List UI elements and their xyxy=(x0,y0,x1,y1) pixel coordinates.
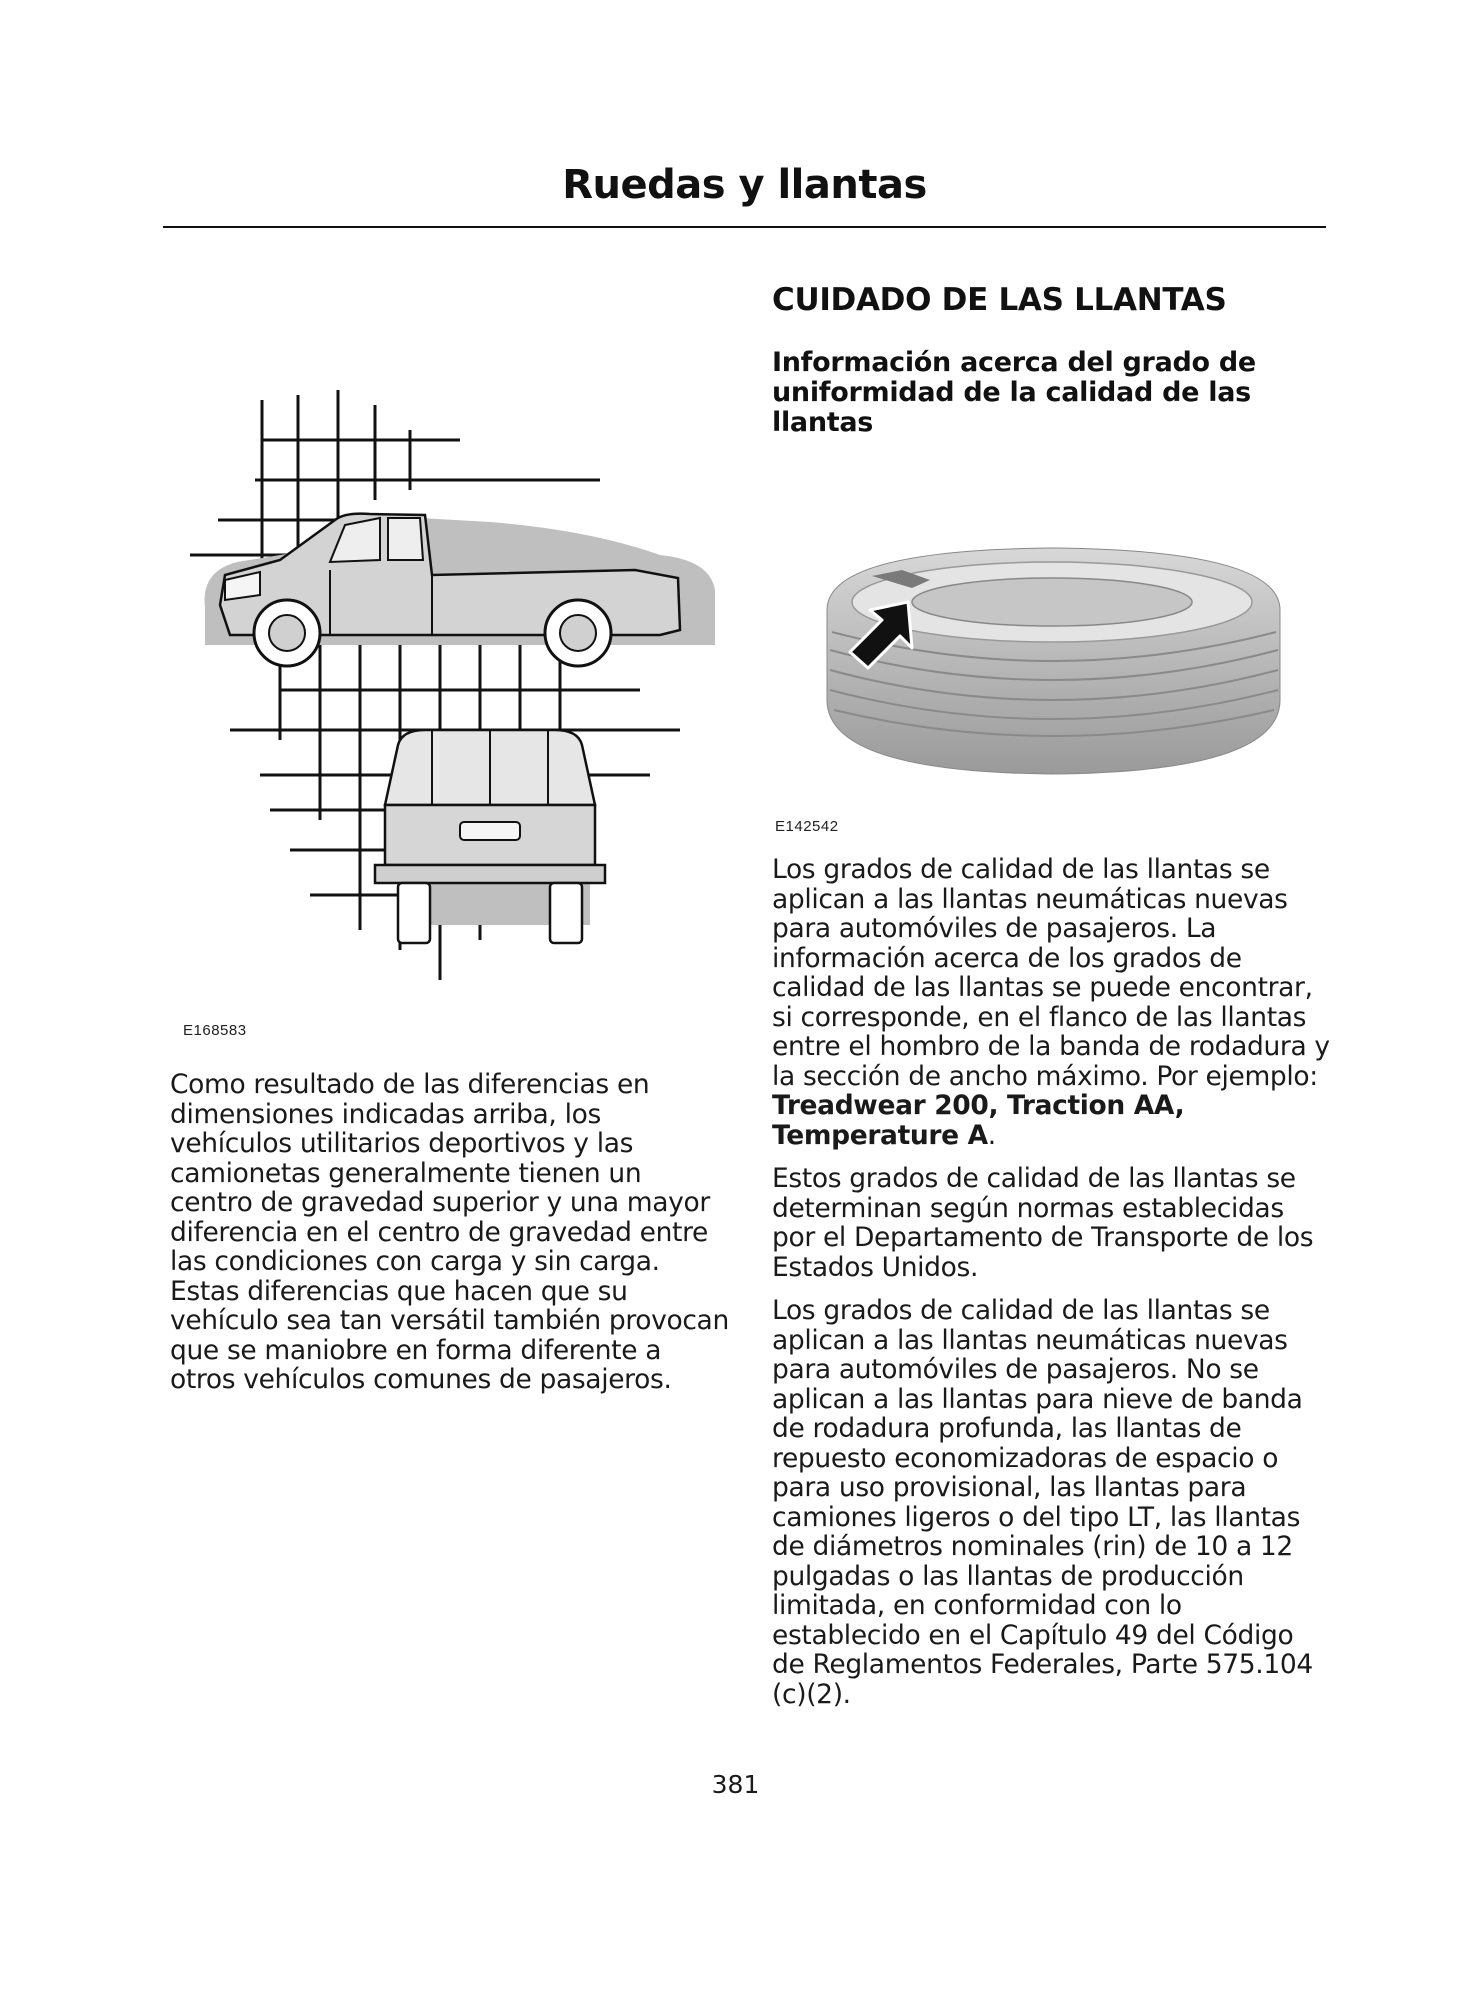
left-paragraph: Como resultado de las diferencias en dimensiones indicadas arriba, los vehículos utilitarios deportivos y las camionetas generalmente tienen un centro de gravedad superior y una mayor diferencia en el centro de gravedad entre las condiciones con carga y sin carga. Estas diferencias que hacen que su vehículo sea tan versátil también provocan que se maniobre en forma diferente a otros vehículos comunes de pasajeros. xyxy=(170,1069,729,1395)
page-number: 381 xyxy=(711,1770,760,1799)
right-paragraphs xyxy=(772,855,1332,1723)
truck-center-of-gravity-illustration xyxy=(170,390,730,990)
figure-code-tire: E142542 xyxy=(775,818,839,835)
paragraph-dot-standards: Estos grados de calidad de las llantas se determinan según normas establecidas por el Departamento de Transporte de los Estados Unidos. xyxy=(772,1163,1314,1283)
sub-heading: Información acerca del grado de uniformidad de la calidad de las llantas xyxy=(772,347,1256,438)
truck-rear-view xyxy=(375,730,605,943)
page-title: Ruedas y llantas xyxy=(562,162,927,208)
grade-example: Treadwear 200, Traction AA, Temperature A xyxy=(772,1090,1185,1151)
paragraph-exclusions: Los grados de calidad de las llantas se aplican a las llantas neumáticas nuevas para automóviles de pasajeros. No se aplican a las llantas para nieve de banda de rodadura profunda, las llantas de repuesto economizadoras de espacio o para uso provisional, las llantas para camiones ligeros o del tipo LT, las llantas de diámetros nominales (rin) de 10 a 12 pulgadas o las llantas de producción limitada, en conformidad con lo establecido en el Capítulo 49 del Código de Reglamentos Federales, Parte 575.104 (c)(2). xyxy=(772,1295,1313,1710)
paragraph-end-period: . xyxy=(987,1119,996,1151)
tire-sidewall-illustration xyxy=(812,540,1292,780)
tire-body xyxy=(827,548,1280,774)
page-header xyxy=(163,160,1326,228)
paragraph-quality-grades-text: Los grados de calidad de las llantas se aplican a las llantas neumáticas nuevas para automóviles de pasajeros. La información acerca de los grados de calidad de las llantas se puede encontrar, si corresponde, en el flanco de las llantas entre el hombro de la banda de rodadura y la sección de ancho máximo. Por ejemplo: xyxy=(772,854,1330,1092)
section-heading: CUIDADO DE LAS LLANTAS xyxy=(772,282,1227,318)
truck-side-view xyxy=(205,514,715,666)
figure-code-truck: E168583 xyxy=(183,1022,247,1039)
paragraph-quality-grades xyxy=(772,855,1332,1150)
